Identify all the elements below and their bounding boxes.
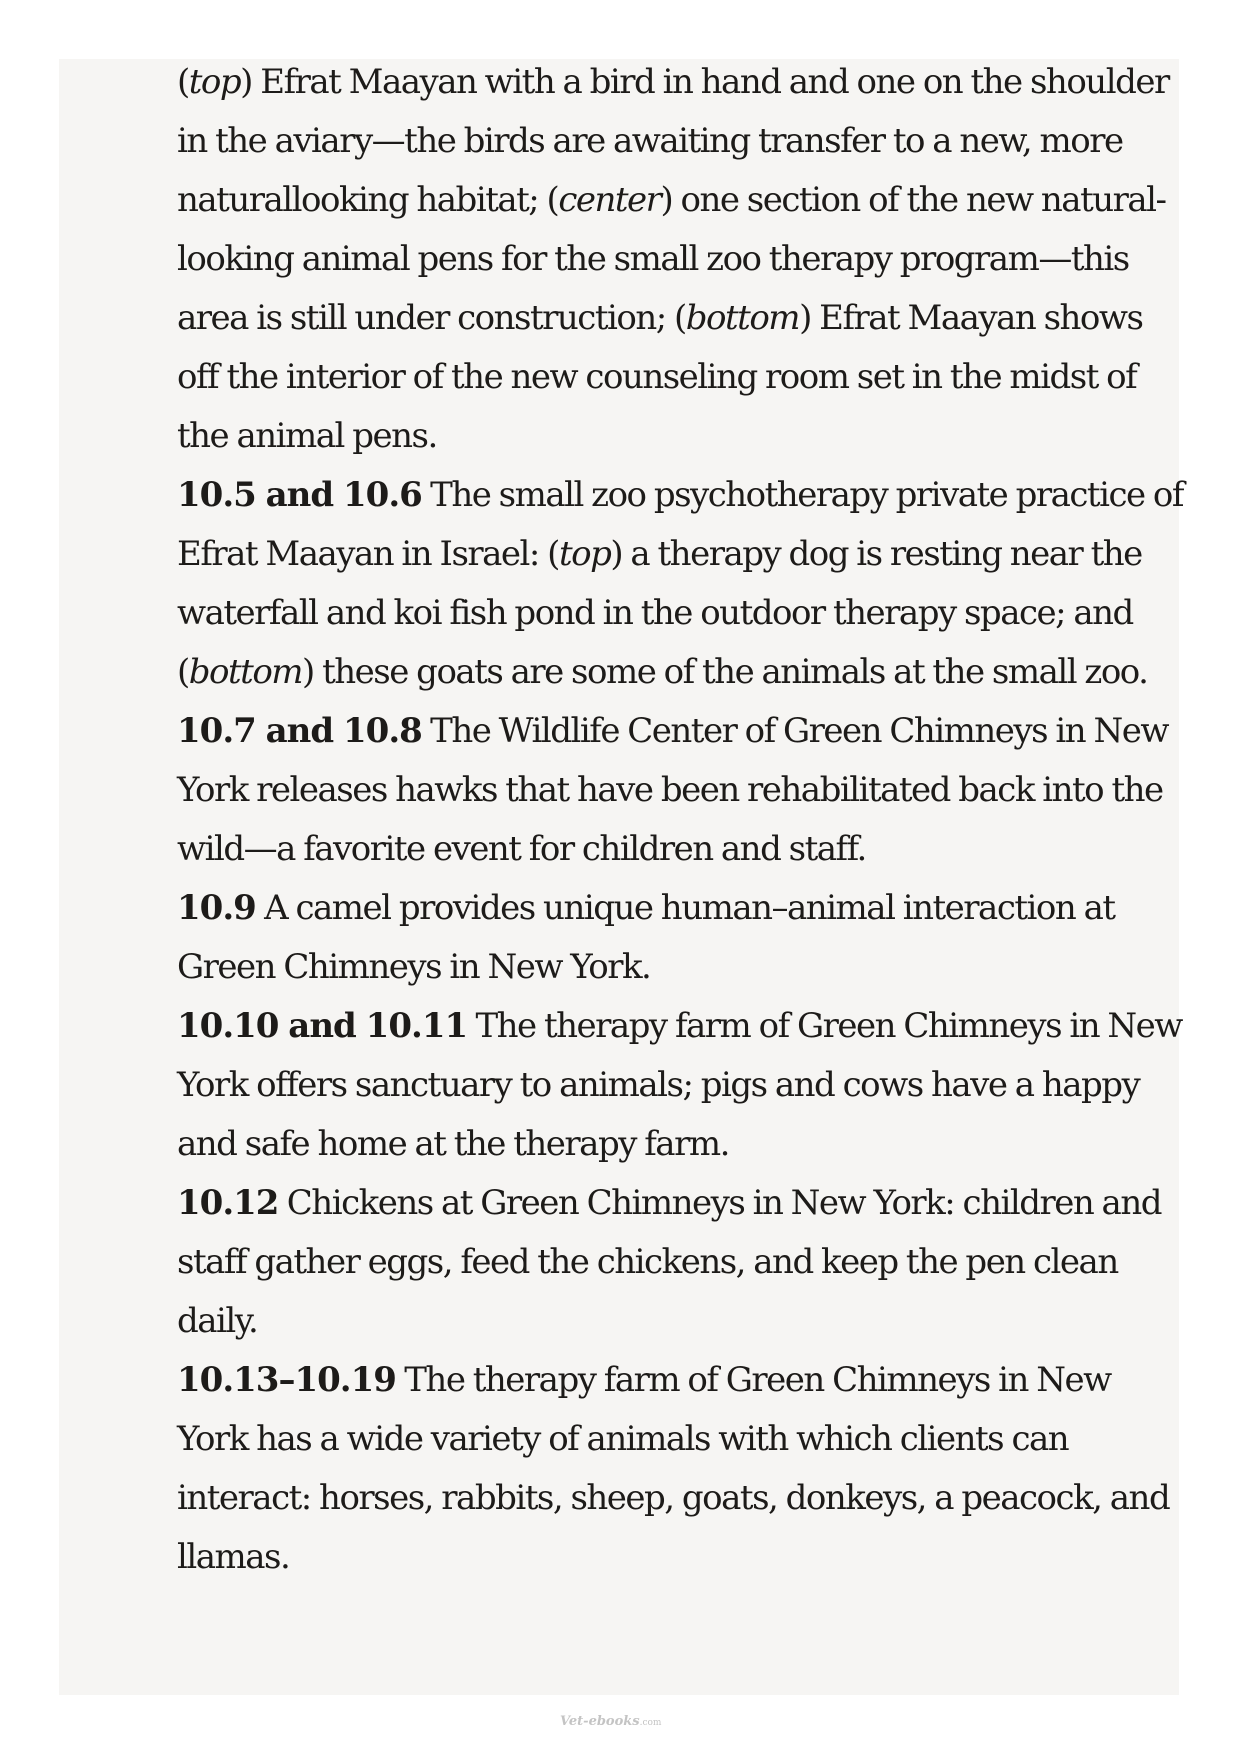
figure-number: 10.9 — [177, 888, 256, 928]
caption-position-label: bottom — [188, 652, 303, 692]
caption-paragraph — [177, 466, 1187, 702]
caption-paragraph — [177, 879, 1187, 997]
caption-paragraph — [177, 702, 1187, 879]
caption-text: The therapy farm of Green Chimneys in New York has a wide variety of animals with which clients can interact: horses, rabbits, sheep, goats, donkeys, a peacock, and llamas. — [177, 1360, 1170, 1577]
caption-position-label: bottom — [685, 298, 800, 338]
caption-paragraph — [177, 1174, 1187, 1351]
caption-position-label: center — [558, 180, 661, 220]
figure-number: 10.12 — [177, 1183, 279, 1223]
caption-text: The therapy farm of Green Chimneys in New York offers sanctuary to animals; pigs and cows have a happy and safe home at the therapy farm. — [177, 1006, 1182, 1164]
caption-text: ) Efrat Maayan shows off the interior of the new counseling room set in the midst of the animal pens. — [177, 298, 1143, 456]
watermark-suffix: .com — [639, 1718, 662, 1728]
figure-number: 10.13–10.19 — [177, 1360, 396, 1400]
caption-paragraph — [177, 1351, 1187, 1587]
caption-text: ) a therapy dog is resting near the waterfall and koi fish pond in the outdoor therapy space; and ( — [177, 534, 1142, 692]
figure-number: 10.10 and 10.11 — [177, 1006, 468, 1046]
figure-number: 10.5 and 10.6 — [177, 475, 422, 515]
caption-text: A camel provides unique human–animal interaction at Green Chimneys in New York. — [177, 888, 1115, 987]
caption-text: ) one section of the new natural-looking animal pens for the small zoo therapy program—this area is still under construction; ( — [177, 180, 1166, 338]
caption-position-label: top — [558, 534, 611, 574]
watermark-logo — [560, 1714, 680, 1736]
caption-text: The Wildlife Center of Green Chimneys in New York releases hawks that have been rehabilitated back into the wild—a favorite event for children and staff. — [177, 711, 1168, 869]
caption-text: The small zoo psychotherapy private practice of Efrat Maayan in Israel: ( — [177, 475, 1183, 574]
caption-text: ) Efrat Maayan with a bird in hand and one on the shoulder in the aviary—the birds are awaiting transfer to a new, more naturallooking habitat; ( — [177, 62, 1169, 220]
caption-text: ) these goats are some of the animals at the small zoo. — [302, 652, 1148, 692]
figure-number: 10.7 and 10.8 — [177, 711, 422, 751]
caption-position-label: top — [188, 62, 241, 102]
caption-text: Chickens at Green Chimneys in New York: children and staff gather eggs, feed the chickens, and keep the pen clean daily. — [177, 1183, 1161, 1341]
watermark-text: Vet-ebooks — [560, 1714, 640, 1729]
caption-text: ( — [177, 62, 189, 102]
figure-captions — [177, 53, 1187, 1587]
caption-paragraph — [177, 997, 1187, 1174]
caption-paragraph — [177, 53, 1187, 466]
